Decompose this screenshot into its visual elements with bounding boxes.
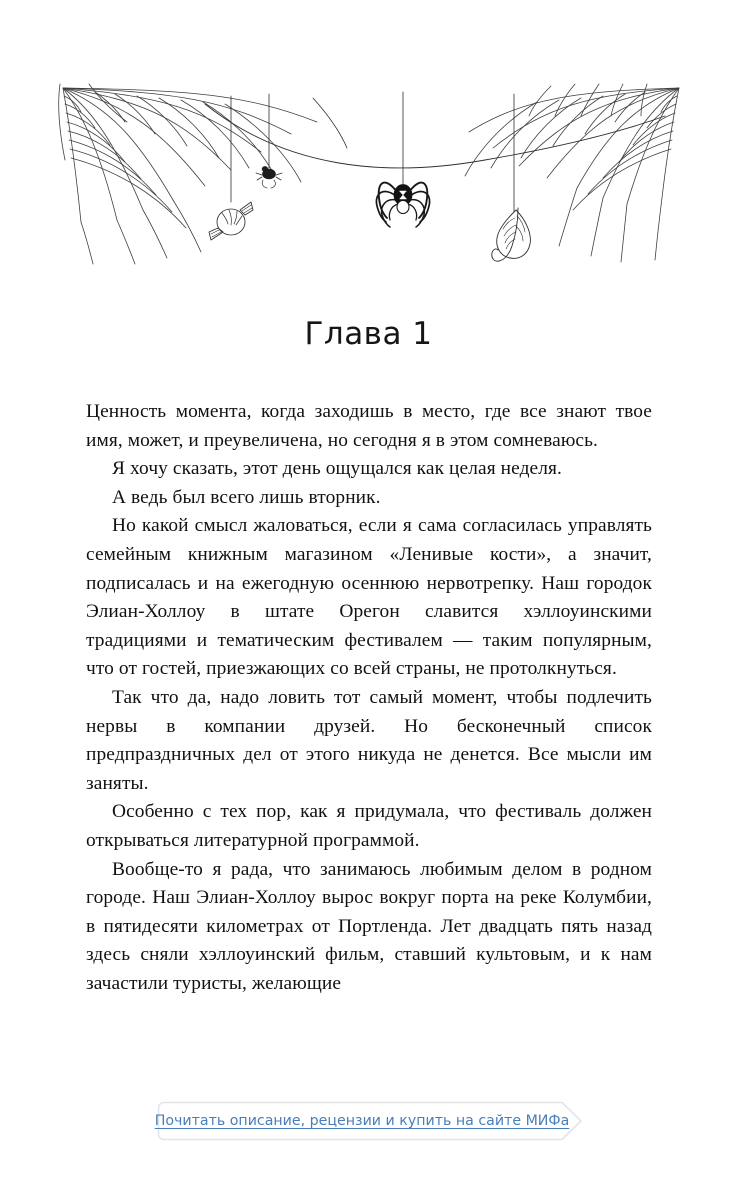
- bug-small-icon: [256, 166, 282, 188]
- web-right-corner: [465, 84, 679, 262]
- paragraph-4: Но какой смысл жаловаться, если я сама согласилась управлять семейным книжным магазином «Ленивые кости», а значит, подписалась и на ежегодную осеннюю нервотрепку. Наш городок Элиан-Холлоу в штате Орегон славится хэллоуинскими традициями и тематическим фестивалем — таким популярным, что от гостей, приезжающих со всей страны, не протолкнуться.: [86, 515, 652, 680]
- halloween-spider-web-header-illustration: [55, 82, 685, 282]
- paragraph-2: Я хочу сказать, этот день ощущался как целая неделя.: [112, 458, 562, 480]
- paragraph-7: Вообще-то я рада, что занимаюсь любимым делом в родном городе. Наш Элиан-Холлоу вырос вокруг порта на реке Колумбии, в пятидесяти километрах от Портленда. Лет двадцать пять назад здесь сняли хэллоуинский фильм, ставший культовым, и к нам зачастили туристы, желающие: [86, 858, 652, 994]
- paragraph-1: Ценность момента, когда заходишь в место, где все знают твое имя, может, и преувеличена, но сегодня я в этом сомневаюсь.: [86, 401, 652, 451]
- wrapped-candy-icon: [209, 202, 253, 240]
- paragraph-5: Так что да, надо ловить тот самый момент, чтобы подлечить нервы в компании друзей. Но бесконечный список предпраздничных дел от этого никуда не денется. Все мысли им заняты.: [86, 686, 652, 794]
- promo-banner[interactable]: [154, 1101, 585, 1141]
- hanging-threads: [231, 92, 514, 212]
- promo-link[interactable]: Почитать описание, рецензии и купить на сайте МИФа: [154, 1113, 570, 1129]
- body-text-column: [86, 398, 652, 998]
- hanging-leaf-icon: [492, 208, 531, 261]
- paragraph-3: А ведь был всего лишь вторник.: [112, 486, 381, 508]
- chapter-title: Глава 1: [304, 315, 433, 352]
- black-widow-spider-icon: [376, 183, 429, 227]
- paragraph-6: Особенно с тех пор, как я придумала, что фестиваль должен открываться литературной программой.: [86, 801, 652, 851]
